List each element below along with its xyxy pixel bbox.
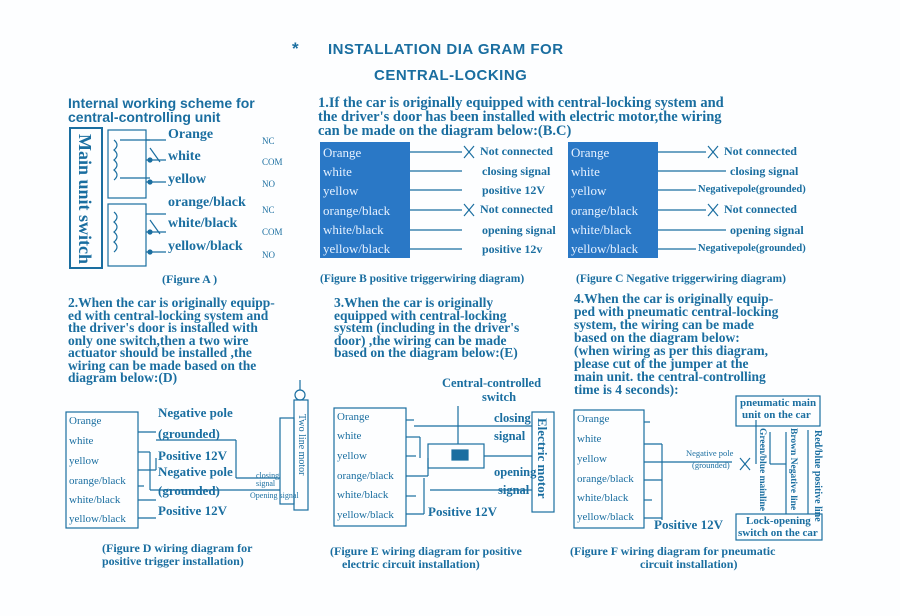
fig-b-signal-2: closing signal (482, 164, 551, 178)
fig-e-switch-label-line2: switch (482, 390, 517, 404)
fig-c-wire-4: orange/black (571, 203, 639, 218)
fig-a-wire-2: white (168, 149, 201, 164)
fig-d-wire-3: yellow (69, 455, 99, 467)
fig-d-wire-4: orange/black (69, 475, 126, 487)
fig-e-opening: opening (494, 465, 537, 479)
fig-f-wire-2: white (577, 433, 602, 445)
fig-b-wire-5: white/black (323, 222, 384, 237)
fig-e-closing: closing (494, 411, 531, 425)
contact-com-2: COM (262, 227, 283, 237)
fig-f-grounded: (grounded) (692, 460, 730, 470)
page-title-line2: CENTRAL-LOCKING (374, 67, 528, 84)
fig-c-wire-3: yellow (571, 183, 607, 198)
fig-f-main-unit-line2: unit on the car (742, 409, 811, 421)
fig-f-wire-5: white/black (577, 492, 629, 504)
fig-f-lock-switch-line2: switch on the car (738, 527, 818, 539)
fig-d-grounded-1: (grounded) (158, 426, 220, 441)
fig-b-wire-6: yellow/black (323, 241, 391, 256)
page-title: INSTALLATION DIA GRAM FOR (328, 41, 564, 58)
fig-e-motor: Electric motor (535, 418, 550, 499)
fig-c-signal-6: Negativepole(grounded) (698, 243, 806, 254)
fig-e-opening-line2: signal (498, 483, 530, 497)
fig-c-signal-2: closing signal (730, 164, 799, 178)
fig-e-caption: (Figure E wiring diagram for positive (330, 544, 522, 558)
fig-d-wire-6: yellow/black (69, 513, 126, 525)
fig-c-signal-1: Not connected (724, 144, 797, 158)
fig-f-wire-3: yellow (577, 453, 607, 465)
fig-c-wire-6: yellow/black (571, 241, 639, 256)
contact-nc-1: NC (262, 136, 275, 146)
fig-a-wire-6: yellow/black (168, 239, 243, 254)
fig-a-wire-4: orange/black (168, 195, 246, 210)
fig-e-wire-1: Orange (337, 411, 370, 423)
section3-text: 3.When the car is originally equipped with central-locking system (including in the driver's door) ,the wiring can be made based on the diagram below:(E) (334, 295, 520, 360)
fig-d-pos-2: Positive 12V (158, 503, 227, 518)
fig-f-positive: Positive 12V (654, 517, 723, 532)
fig-f-neg-pole: Negative pole (686, 448, 734, 458)
fig-d-motor: Two line motor (296, 414, 307, 476)
fig-c-caption: (Figure C Negative triggerwiring diagram) (576, 273, 786, 285)
fig-d-grounded-2: (grounded) (158, 483, 220, 498)
fig-a-caption: (Figure A ) (162, 272, 218, 286)
fig-e-switch-label: Central-controlled (442, 376, 542, 390)
fig-d-neg-pole-1: Negative pole (158, 405, 233, 420)
fig-d-wire-2: white (69, 435, 94, 447)
fig-d-caption: (Figure D wiring diagram for (102, 541, 253, 555)
fig-f-wire-6: yellow/black (577, 511, 634, 523)
fig-a-wire-3: yellow (168, 172, 207, 187)
fig-b-caption: (Figure B positive triggerwiring diagram) (320, 273, 525, 285)
fig-b-wire-1: Orange (323, 145, 362, 160)
fig-d-opening: Opening signal (250, 491, 299, 500)
fig-d-wire-5: white/black (69, 494, 121, 506)
fig-b-wire-2: white (323, 164, 352, 179)
fig-f-caption: (Figure F wiring diagram for pneumatic (570, 544, 776, 558)
fig-d-pos-1: Positive 12V (158, 448, 227, 463)
fig-f-vert-label-2: Brown Negative line (788, 428, 798, 511)
section2-text: 2.When the car is originally equipp- ed with central-locking system and the driver's door is installed with only one switch,then a two wire actuator should be installed ,the wiring can be made based on the diagram below:(D) (68, 295, 275, 385)
section1-line3: can be made on the diagram below:(B.C) (318, 123, 572, 139)
fig-e-wire-3: yellow (337, 450, 367, 462)
fig-f-caption-line2: circuit installation) (640, 557, 738, 571)
contact-nc-2: NC (262, 205, 275, 215)
fig-d-caption-line2: positive trigger installation) (102, 554, 244, 568)
fig-a-wire-5: white/black (168, 216, 238, 231)
fig-b-signal-6: positive 12v (482, 242, 543, 256)
fig-d-neg-pole-2: Negative pole (158, 464, 233, 479)
fig-c-wire-1: Orange (571, 145, 610, 160)
fig-f-vert-label-3: Red/blue positive line (812, 430, 823, 522)
contact-no-1: NO (262, 179, 275, 189)
fig-b-signal-3: positive 12V (482, 183, 545, 197)
fig-b-wire-4: orange/black (323, 203, 391, 218)
fig-b-wire-3: yellow (323, 183, 359, 198)
section1-line2: the driver's door has been installed with electric motor,the wiring (318, 109, 722, 125)
fig-e-wire-4: orange/black (337, 470, 394, 482)
fig-e-wire-5: white/black (337, 489, 389, 501)
star-mark: * (292, 39, 299, 58)
section1-line1: 1.If the car is originally equipped with central-locking system and (318, 95, 724, 111)
fig-e-wire-2: white (337, 430, 362, 442)
fig-f-wire-4: orange/black (577, 473, 634, 485)
fig-a-heading-line2: central-controlling unit (68, 109, 221, 125)
fig-b-signal-4: Not connected (480, 202, 553, 216)
fig-c-wire-5: white/black (571, 222, 632, 237)
fig-b-signal-5: opening signal (482, 223, 556, 237)
fig-e-wire-6: yellow/black (337, 509, 394, 521)
main-unit-label-box (72, 130, 100, 266)
fig-c-signal-5: opening signal (730, 223, 804, 237)
contact-no-2: NO (262, 250, 275, 260)
fig-e-closing-line2: signal (494, 429, 526, 443)
fig-d-closing: closing signal (256, 471, 280, 488)
fig-c-wire-2: white (571, 164, 600, 179)
contact-com-1: COM (262, 157, 283, 167)
fig-a-wire-1: Orange (168, 127, 214, 142)
fig-f-lock-switch: Lock-opening (746, 515, 811, 527)
fig-e-caption-line2: electric circuit installation) (342, 557, 480, 571)
section4-text: 4.When the car is originally equip- ped with pneumatic central-locking system, the wiring can be made based on the diagram below: (when wiring as per this diagram, please cut of the jumper at the main unit. the central-controlling time is 4 seconds): (574, 291, 779, 397)
fig-d-wire-1: Orange (69, 415, 102, 427)
fig-b-signal-1: Not connected (480, 144, 553, 158)
main-unit-label: Main unit switch (75, 134, 95, 265)
fig-e-positive: Positive 12V (428, 504, 497, 519)
fig-f-wire-1: Orange (577, 413, 610, 425)
fig-f-vert-label-1: Green/blue mainline (757, 428, 767, 511)
fig-c-signal-4: Not connected (724, 202, 797, 216)
fig-a-heading: Internal working scheme for (68, 95, 255, 111)
fig-f-main-unit: pneumatic main (740, 397, 817, 409)
fig-c-signal-3: Negativepole(grounded) (698, 184, 806, 195)
